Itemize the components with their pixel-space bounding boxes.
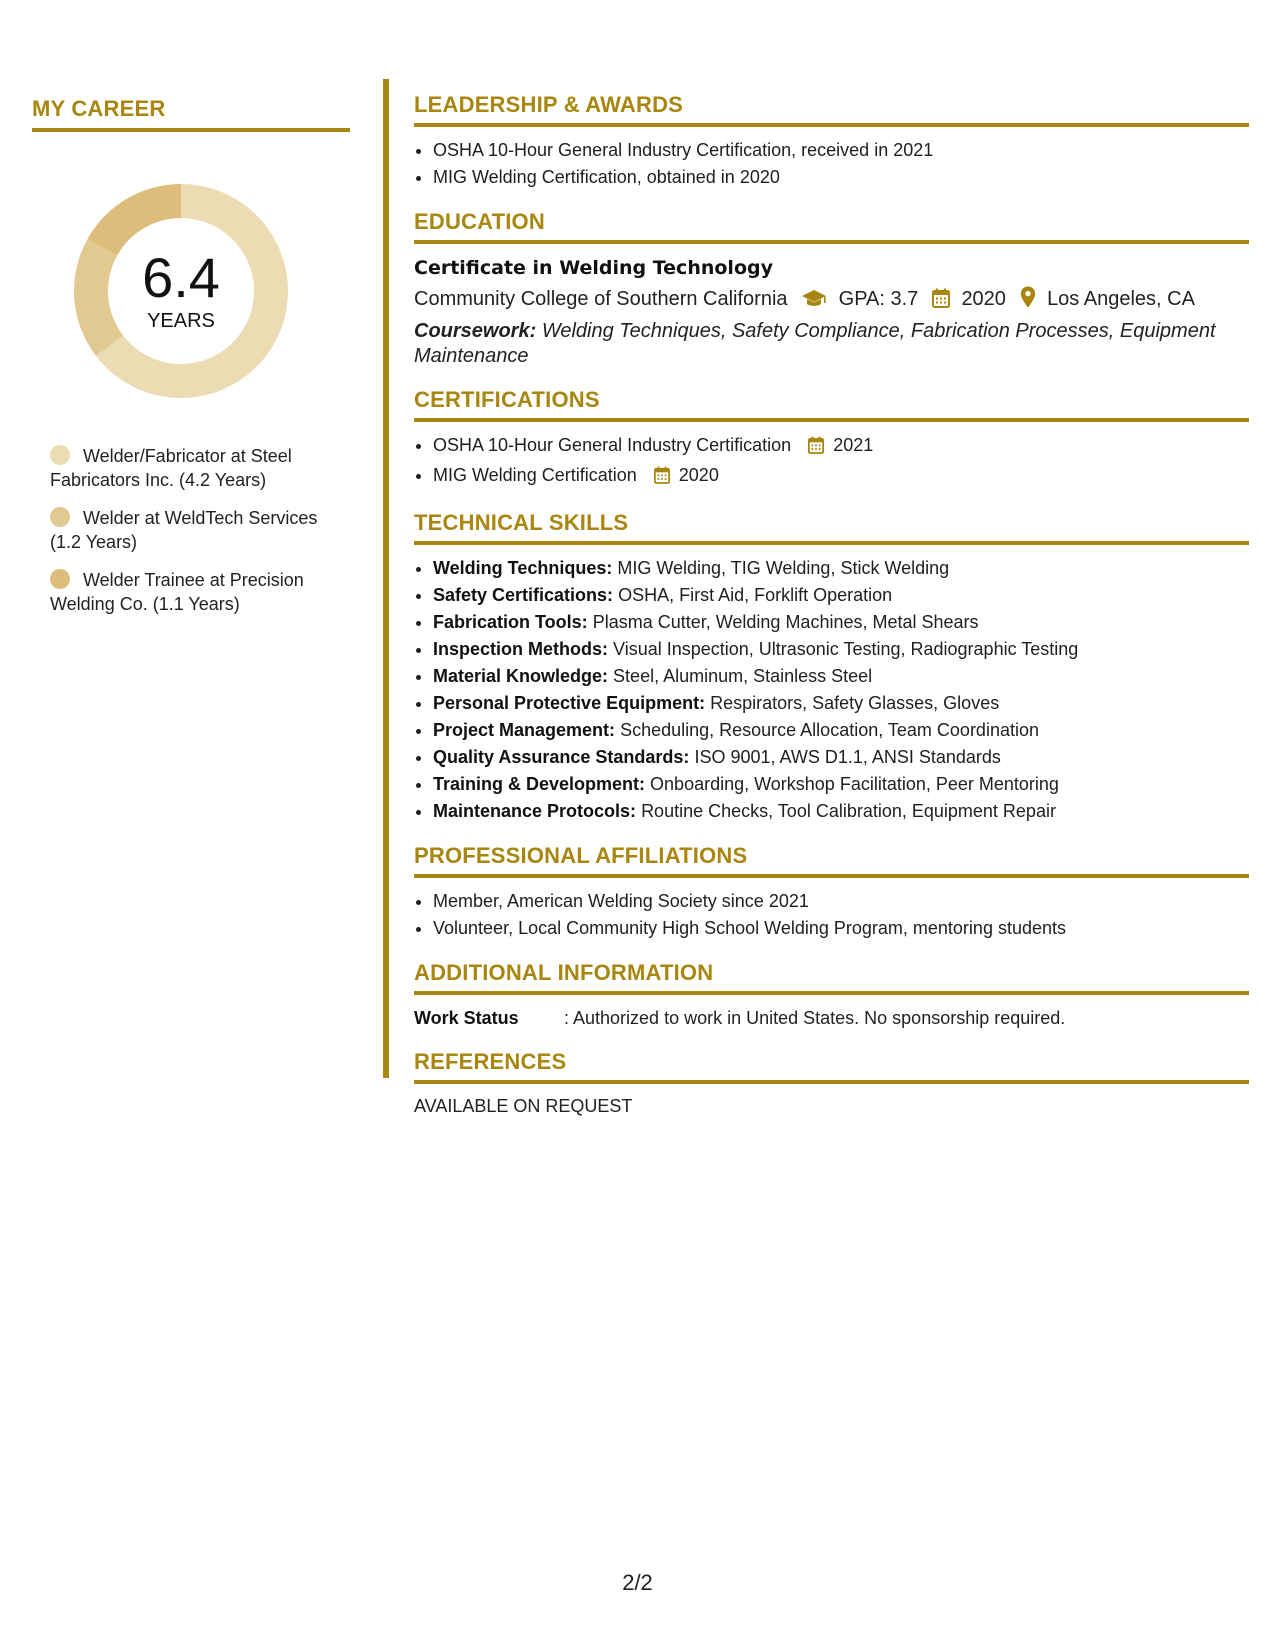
skill-label: Inspection Methods: xyxy=(433,639,608,659)
legend-item xyxy=(50,568,350,616)
skill-label: Maintenance Protocols: xyxy=(433,801,637,821)
list-item: • MIG Welding Certification, obtained in 2020 xyxy=(433,164,1249,191)
skill-label: Personal Protective Equipment: xyxy=(433,693,706,713)
coursework xyxy=(414,319,1249,369)
leadership-title: LEADERSHIP & AWARDS xyxy=(414,92,1249,127)
legend-dot xyxy=(50,507,70,527)
leadership-section xyxy=(414,92,1249,191)
column-divider xyxy=(383,79,389,1078)
certification-name: MIG Welding Certification xyxy=(433,465,637,485)
skill-item xyxy=(433,690,1249,717)
degree-name: Certificate in Welding Technology xyxy=(414,257,773,279)
school-location: Los Angeles, CA xyxy=(1047,288,1195,310)
certifications-section xyxy=(414,387,1249,492)
coursework-list: Welding Techniques, Safety Compliance, Fabrication Processes, Equipment Maintenance xyxy=(414,320,1216,367)
certification-year: 2020 xyxy=(678,465,719,485)
additional-info-title: ADDITIONAL INFORMATION xyxy=(414,960,1249,995)
graduation-cap-icon xyxy=(801,287,827,317)
gpa-value: GPA: 3.7 xyxy=(838,288,919,310)
legend-label: Welder/Fabricator at Steel Fabricators Inc. (4.2 Years) xyxy=(50,446,292,490)
skill-item xyxy=(433,663,1249,690)
skill-item xyxy=(433,555,1249,582)
skill-value: Plasma Cutter, Welding Machines, Metal Shears xyxy=(592,612,979,632)
skill-label: Quality Assurance Standards: xyxy=(433,747,690,767)
skill-item xyxy=(433,771,1249,798)
additional-info-section xyxy=(414,960,1249,1031)
total-years-value: 6.4 xyxy=(142,246,220,309)
skills-section xyxy=(414,510,1249,825)
education-section xyxy=(414,209,1249,369)
skill-value: Scheduling, Resource Allocation, Team Coordination xyxy=(620,720,1039,740)
location-pin-icon xyxy=(1020,286,1036,317)
skill-value: Respirators, Safety Glasses, Gloves xyxy=(710,693,1000,713)
skill-value: Onboarding, Workshop Facilitation, Peer Mentoring xyxy=(650,774,1059,794)
affiliations-section xyxy=(414,843,1249,942)
skill-item xyxy=(433,609,1249,636)
skill-item xyxy=(433,744,1249,771)
references-section xyxy=(414,1049,1249,1117)
certification-item xyxy=(433,432,1249,462)
work-status-value: : Authorized to work in United States. No sponsorship required. xyxy=(564,1008,1066,1028)
skill-value: MIG Welding, TIG Welding, Stick Welding xyxy=(617,558,950,578)
skill-label: Training & Development: xyxy=(433,774,646,794)
skill-label: Fabrication Tools: xyxy=(433,612,588,632)
skill-item xyxy=(433,717,1249,744)
career-legend xyxy=(50,444,350,616)
skill-item xyxy=(433,636,1249,663)
skill-value: Steel, Aluminum, Stainless Steel xyxy=(613,666,873,686)
legend-dot xyxy=(50,569,70,589)
references-text: AVAILABLE ON REQUEST xyxy=(414,1096,633,1116)
skill-item xyxy=(433,798,1249,825)
list-item: • Member, American Welding Society since 2021 xyxy=(433,888,1249,915)
legend-item xyxy=(50,506,350,554)
skill-label: Material Knowledge: xyxy=(433,666,609,686)
education-details xyxy=(414,284,1249,317)
list-item: • OSHA 10-Hour General Industry Certification, received in 2021 xyxy=(433,137,1249,164)
career-column xyxy=(32,96,350,630)
legend-item xyxy=(50,444,350,492)
references-title: REFERENCES xyxy=(414,1049,1249,1084)
skill-label: Welding Techniques: xyxy=(433,558,613,578)
skill-item xyxy=(433,582,1249,609)
work-status-row xyxy=(414,1005,1249,1031)
list-item: • Volunteer, Local Community High School Welding Program, mentoring students xyxy=(433,915,1249,942)
main-column xyxy=(414,92,1249,1117)
total-years-unit: YEARS xyxy=(147,310,215,332)
legend-dot xyxy=(50,445,70,465)
career-title: MY CAREER xyxy=(32,96,350,132)
skill-value: Routine Checks, Tool Calibration, Equipment Repair xyxy=(641,801,1056,821)
certification-year: 2021 xyxy=(833,435,874,455)
skills-title: TECHNICAL SKILLS xyxy=(414,510,1249,545)
skill-label: Safety Certifications: xyxy=(433,585,614,605)
skill-value: Visual Inspection, Ultrasonic Testing, Radiographic Testing xyxy=(613,639,1079,659)
skill-value: ISO 9001, AWS D1.1, ANSI Standards xyxy=(694,747,1001,767)
certification-name: OSHA 10-Hour General Industry Certification xyxy=(433,435,792,455)
affiliations-title: PROFESSIONAL AFFILIATIONS xyxy=(414,843,1249,878)
school-name: Community College of Southern California xyxy=(414,288,788,310)
calendar-icon xyxy=(654,465,670,492)
coursework-label: Coursework: xyxy=(414,320,537,342)
graduation-year: 2020 xyxy=(961,288,1006,310)
education-title: EDUCATION xyxy=(414,209,1249,244)
skill-label: Project Management: xyxy=(433,720,616,740)
career-donut-chart xyxy=(66,176,296,406)
work-status-label: Work Status xyxy=(414,1008,519,1028)
legend-label: Welder Trainee at Precision Welding Co. (1.1 Years) xyxy=(50,570,304,614)
certifications-title: CERTIFICATIONS xyxy=(414,387,1249,422)
calendar-icon xyxy=(808,435,824,462)
calendar-icon xyxy=(932,287,950,317)
skill-value: OSHA, First Aid, Forklift Operation xyxy=(618,585,893,605)
legend-label: Welder at WeldTech Services (1.2 Years) xyxy=(50,508,318,552)
page-number: 2/2 xyxy=(622,1570,653,1595)
certification-item xyxy=(433,462,1249,492)
donut-center xyxy=(66,176,296,406)
